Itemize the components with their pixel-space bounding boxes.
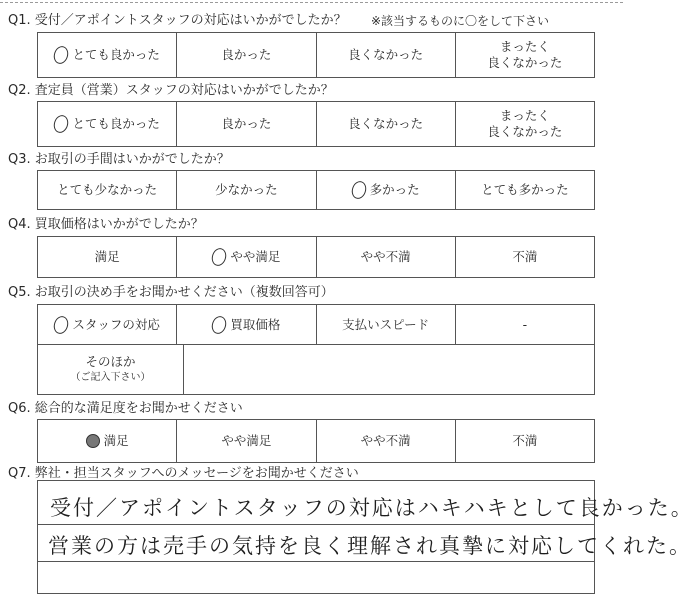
q6-label: Q6. 総合的な満足度をお聞かせください	[8, 401, 243, 416]
q3-question	[8, 152, 230, 168]
hand-circle-mark	[52, 314, 71, 335]
q6-option-somewhat-satisfied[interactable]: やや満足	[176, 420, 315, 462]
q1-label: Q1. 受付／アポイントスタッフの対応はいかがでしたか？	[8, 13, 347, 28]
q5-options-row	[37, 304, 595, 345]
q2-option-not-good[interactable]: 良くなかった	[316, 102, 455, 146]
q5-label: Q5. お取引の決め手をお聞かせください（複数回答可）	[8, 285, 334, 300]
q5-option-payment-speed[interactable]: 支払いスピード	[316, 305, 455, 344]
q3-options-row	[37, 170, 595, 210]
handwritten-message-line-2: 営業の方は売手の気持を良く理解され真摯に対応してくれた。	[48, 534, 692, 558]
q4-option-satisfied[interactable]: 満足	[94, 249, 120, 264]
q5-option-price[interactable]: 買取価格	[176, 305, 315, 344]
q4-options-row	[37, 236, 595, 278]
hand-circle-mark	[210, 246, 229, 267]
q3-option-little[interactable]: 少なかった	[176, 171, 315, 209]
top-dashed-border	[0, 2, 623, 3]
q5-other-row	[37, 344, 595, 395]
q2-option-very-good[interactable]: とても良かった	[38, 102, 176, 146]
q4-question	[8, 217, 204, 233]
q6-option-dissatisfied[interactable]: 不満	[455, 420, 594, 462]
q4-option-dissatisfied[interactable]: 不満	[455, 237, 594, 277]
q1-question	[8, 13, 550, 29]
q6-options-row	[37, 419, 595, 463]
message-rule-line	[38, 561, 594, 562]
q3-option-much[interactable]: 多かった	[316, 171, 455, 209]
q6-option-satisfied[interactable]: 満足	[38, 420, 176, 462]
q5-other-label: そのほか	[85, 353, 136, 369]
q1-options-row	[37, 32, 595, 78]
q1-instruction-note: ※該当するものに〇をして下さい	[371, 14, 550, 28]
q2-option-not-good-at-all[interactable]: まったく 良くなかった	[455, 102, 594, 146]
hand-circle-mark	[86, 434, 100, 448]
q4-option-somewhat-dissatisfied[interactable]: やや不満	[316, 237, 455, 277]
q7-label: Q7. 弊社・担当スタッフへのメッセージをお聞かせください	[8, 466, 359, 481]
q6-question	[8, 401, 243, 417]
q5-option-blank[interactable]: -	[455, 305, 594, 344]
q1-option-not-good[interactable]: 良くなかった	[316, 33, 455, 77]
q4-option-somewhat-satisfied[interactable]: やや満足	[176, 237, 315, 277]
q2-option-good[interactable]: 良かった	[176, 102, 315, 146]
q5-other-input[interactable]	[183, 345, 594, 394]
hand-circle-mark	[210, 314, 229, 335]
q4-label: Q4. 買取価格はいかがでしたか？	[8, 217, 204, 232]
q2-label: Q2. 査定員（営業）スタッフの対応はいかがでしたか？	[8, 83, 334, 98]
q6-option-somewhat-dissatisfied[interactable]: やや不満	[316, 420, 455, 462]
handwritten-message-line-1: 受付／アポイントスタッフの対応はハキハキとして良かった。	[50, 496, 694, 520]
q2-question	[8, 83, 334, 99]
q3-option-very-much[interactable]: とても多かった	[455, 171, 594, 209]
q1-option-not-good-at-all[interactable]: まったく 良くなかった	[455, 33, 594, 77]
q1-option-good[interactable]: 良かった	[176, 33, 315, 77]
hand-circle-mark	[349, 179, 368, 200]
q7-message-box[interactable]	[37, 480, 694, 594]
hand-circle-mark	[52, 44, 71, 65]
hand-circle-mark	[52, 113, 71, 134]
q1-option-very-good[interactable]: とても良かった	[38, 33, 176, 77]
message-rule-line	[38, 524, 594, 525]
q5-option-staff[interactable]: スタッフの対応	[38, 305, 176, 344]
q3-label: Q3. お取引の手間はいかがでしたか？	[8, 152, 230, 167]
q5-question	[8, 285, 334, 301]
q5-other-label-cell	[38, 345, 183, 394]
q3-option-very-little[interactable]: とても少なかった	[57, 182, 158, 197]
q5-other-note: （ご記入下さい）	[70, 371, 151, 383]
q2-options-row	[37, 101, 595, 147]
